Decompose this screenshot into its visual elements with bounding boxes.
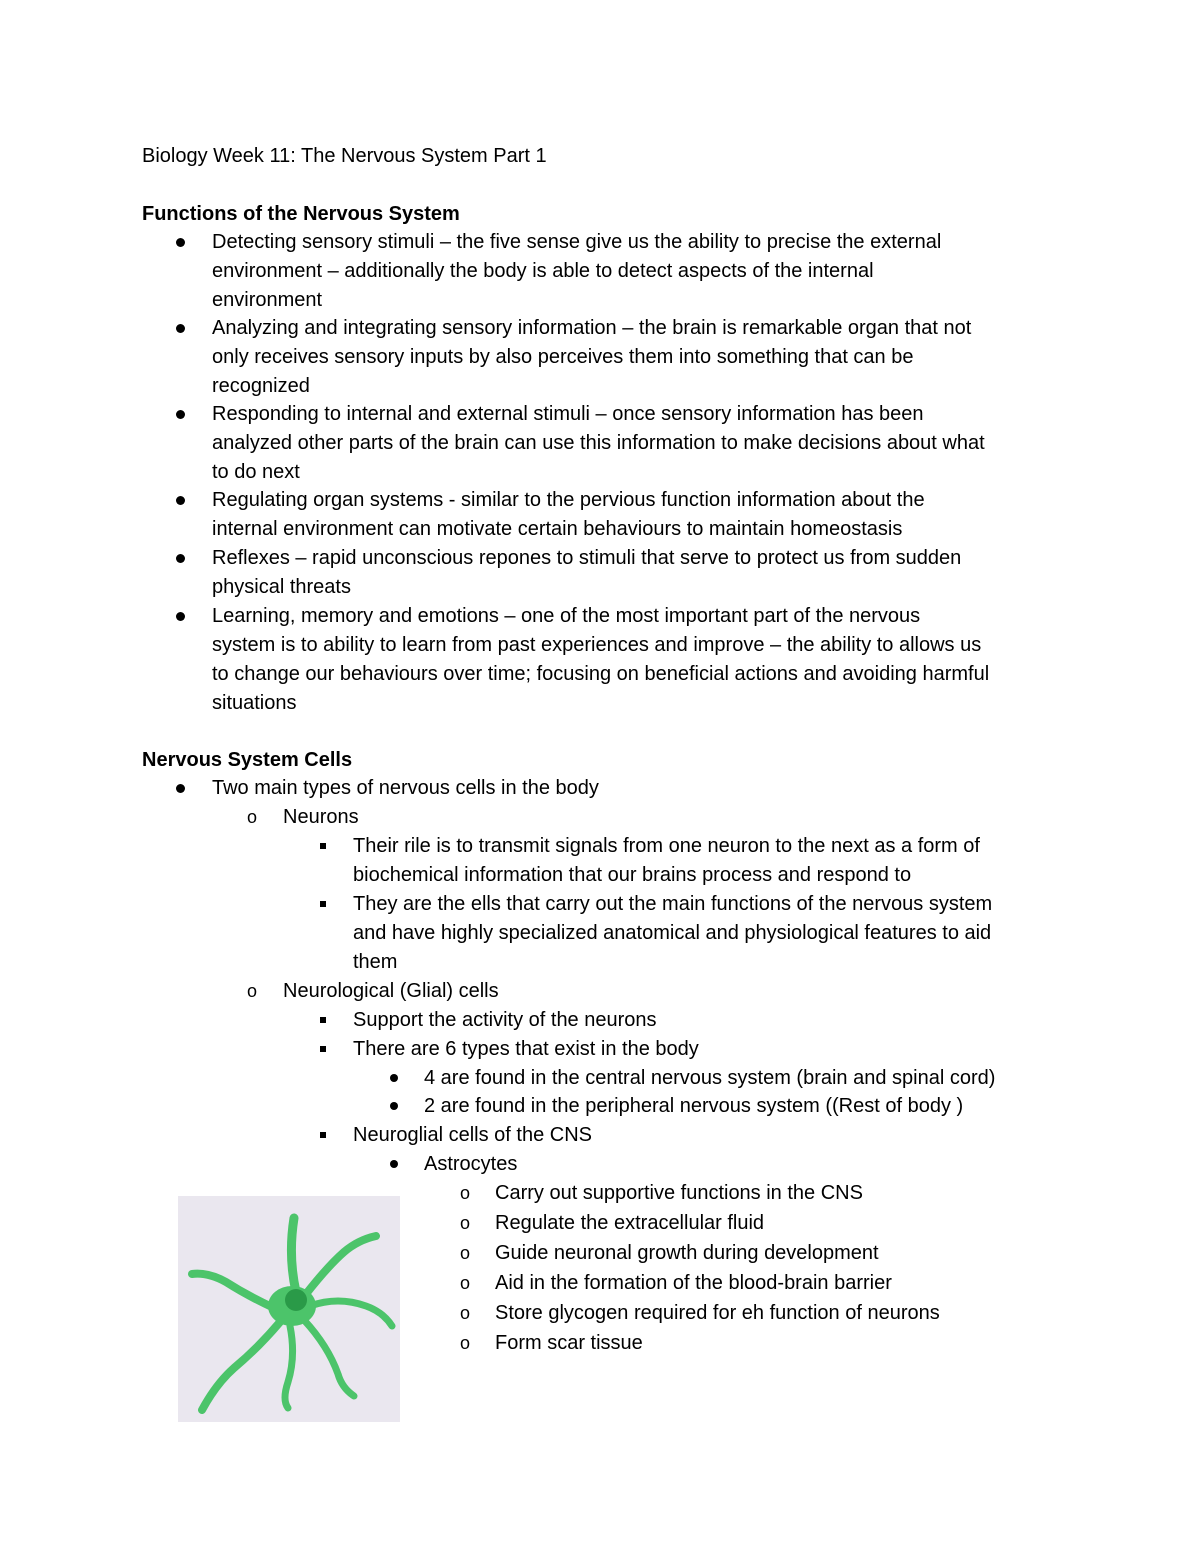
document-title: Biology Week 11: The Nervous System Part 1 [142, 145, 547, 167]
function-item-line: internal environment can motivate certain behaviours to maintain homeostasis [212, 518, 903, 540]
function-item-line: recognized [212, 375, 310, 397]
function-item-line: Responding to internal and external stimuli – once sensory information has been [212, 403, 924, 425]
neuron-point-line: them [353, 951, 398, 973]
square-bullet-icon [320, 1132, 326, 1138]
bullet-icon [176, 612, 185, 621]
function-item-line: to do next [212, 461, 300, 483]
cns-heading: Neuroglial cells of the CNS [353, 1124, 592, 1146]
neuron-point-line: Their rile is to transmit signals from one neuron to the next as a form of [353, 835, 980, 857]
neuron-point-line: and have highly specialized anatomical and physiological features to aid [353, 922, 992, 944]
glial-support: Support the activity of the neurons [353, 1009, 657, 1031]
neuron-point-line: biochemical information that our brains process and respond to [353, 864, 912, 886]
circle-bullet-icon: o [460, 1273, 471, 1293]
bullet-icon [176, 238, 185, 247]
square-bullet-icon [320, 1017, 326, 1023]
function-item-line: situations [212, 692, 297, 714]
function-item-line: to change our behaviours over time; focusing on beneficial actions and avoiding harmful [212, 663, 990, 685]
function-item-line: Regulating organ systems - similar to the pervious function information about the [212, 489, 925, 511]
astrocyte-function: Form scar tissue [495, 1332, 643, 1354]
astrocyte-function: Guide neuronal growth during development [495, 1242, 879, 1264]
glial-type-breakdown: 4 are found in the central nervous system (brain and spinal cord) [424, 1067, 996, 1089]
function-item-line: analyzed other parts of the brain can use this information to make decisions about what [212, 432, 985, 454]
circle-bullet-icon: o [247, 981, 258, 1001]
neurons-label: Neurons [283, 806, 359, 828]
circle-bullet-icon: o [460, 1243, 471, 1263]
astrocyte-function: Store glycogen required for eh function of neurons [495, 1302, 940, 1324]
square-bullet-icon [320, 901, 326, 907]
circle-bullet-icon: o [460, 1333, 471, 1353]
cells-intro: Two main types of nervous cells in the body [212, 777, 599, 799]
glial-types: There are 6 types that exist in the body [353, 1038, 699, 1060]
astrocyte-function: Aid in the formation of the blood-brain barrier [495, 1272, 892, 1294]
function-item-line: environment [212, 289, 323, 311]
function-item-line: physical threats [212, 576, 351, 598]
neuron-point-line: They are the ells that carry out the main functions of the nervous system [353, 893, 993, 915]
function-item-line: Analyzing and integrating sensory information – the brain is remarkable organ that not [212, 317, 972, 339]
bullet-icon [176, 410, 185, 419]
astrocytes-label: Astrocytes [424, 1153, 518, 1175]
bullet-icon [390, 1074, 398, 1082]
bullet-icon [176, 554, 185, 563]
function-item-line: system is to ability to learn from past experiences and improve – the ability to allows us [212, 634, 982, 656]
astrocyte-illustration-icon [178, 1196, 400, 1422]
circle-bullet-icon: o [460, 1303, 471, 1323]
glial-type-breakdown: 2 are found in the peripheral nervous system ((Rest of body ) [424, 1095, 964, 1117]
glial-label: Neurological (Glial) cells [283, 980, 499, 1002]
bullet-icon [176, 496, 185, 505]
bullet-icon [390, 1102, 398, 1110]
function-item-line: Reflexes – rapid unconscious repones to stimuli that serve to protect us from sudden [212, 547, 962, 569]
circle-bullet-icon: o [247, 807, 258, 827]
square-bullet-icon [320, 1046, 326, 1052]
astrocyte-figure [178, 1196, 400, 1422]
astrocyte-function: Regulate the extracellular fluid [495, 1212, 765, 1234]
circle-bullet-icon: o [460, 1213, 471, 1233]
function-item-line: environment – additionally the body is able to detect aspects of the internal [212, 260, 874, 282]
square-bullet-icon [320, 843, 326, 849]
function-item-line: Detecting sensory stimuli – the five sense give us the ability to precise the external [212, 231, 942, 253]
astrocyte-function: Carry out supportive functions in the CNS [495, 1182, 863, 1204]
circle-bullet-icon: o [460, 1183, 471, 1203]
bullet-icon [176, 784, 185, 793]
bullet-icon [176, 324, 185, 333]
function-item-line: Learning, memory and emotions – one of the most important part of the nervous [212, 605, 921, 627]
cells-heading: Nervous System Cells [142, 749, 353, 771]
bullet-icon [390, 1160, 398, 1168]
functions-heading: Functions of the Nervous System [142, 203, 460, 225]
function-item-line: only receives sensory inputs by also perceives them into something that can be [212, 346, 914, 368]
